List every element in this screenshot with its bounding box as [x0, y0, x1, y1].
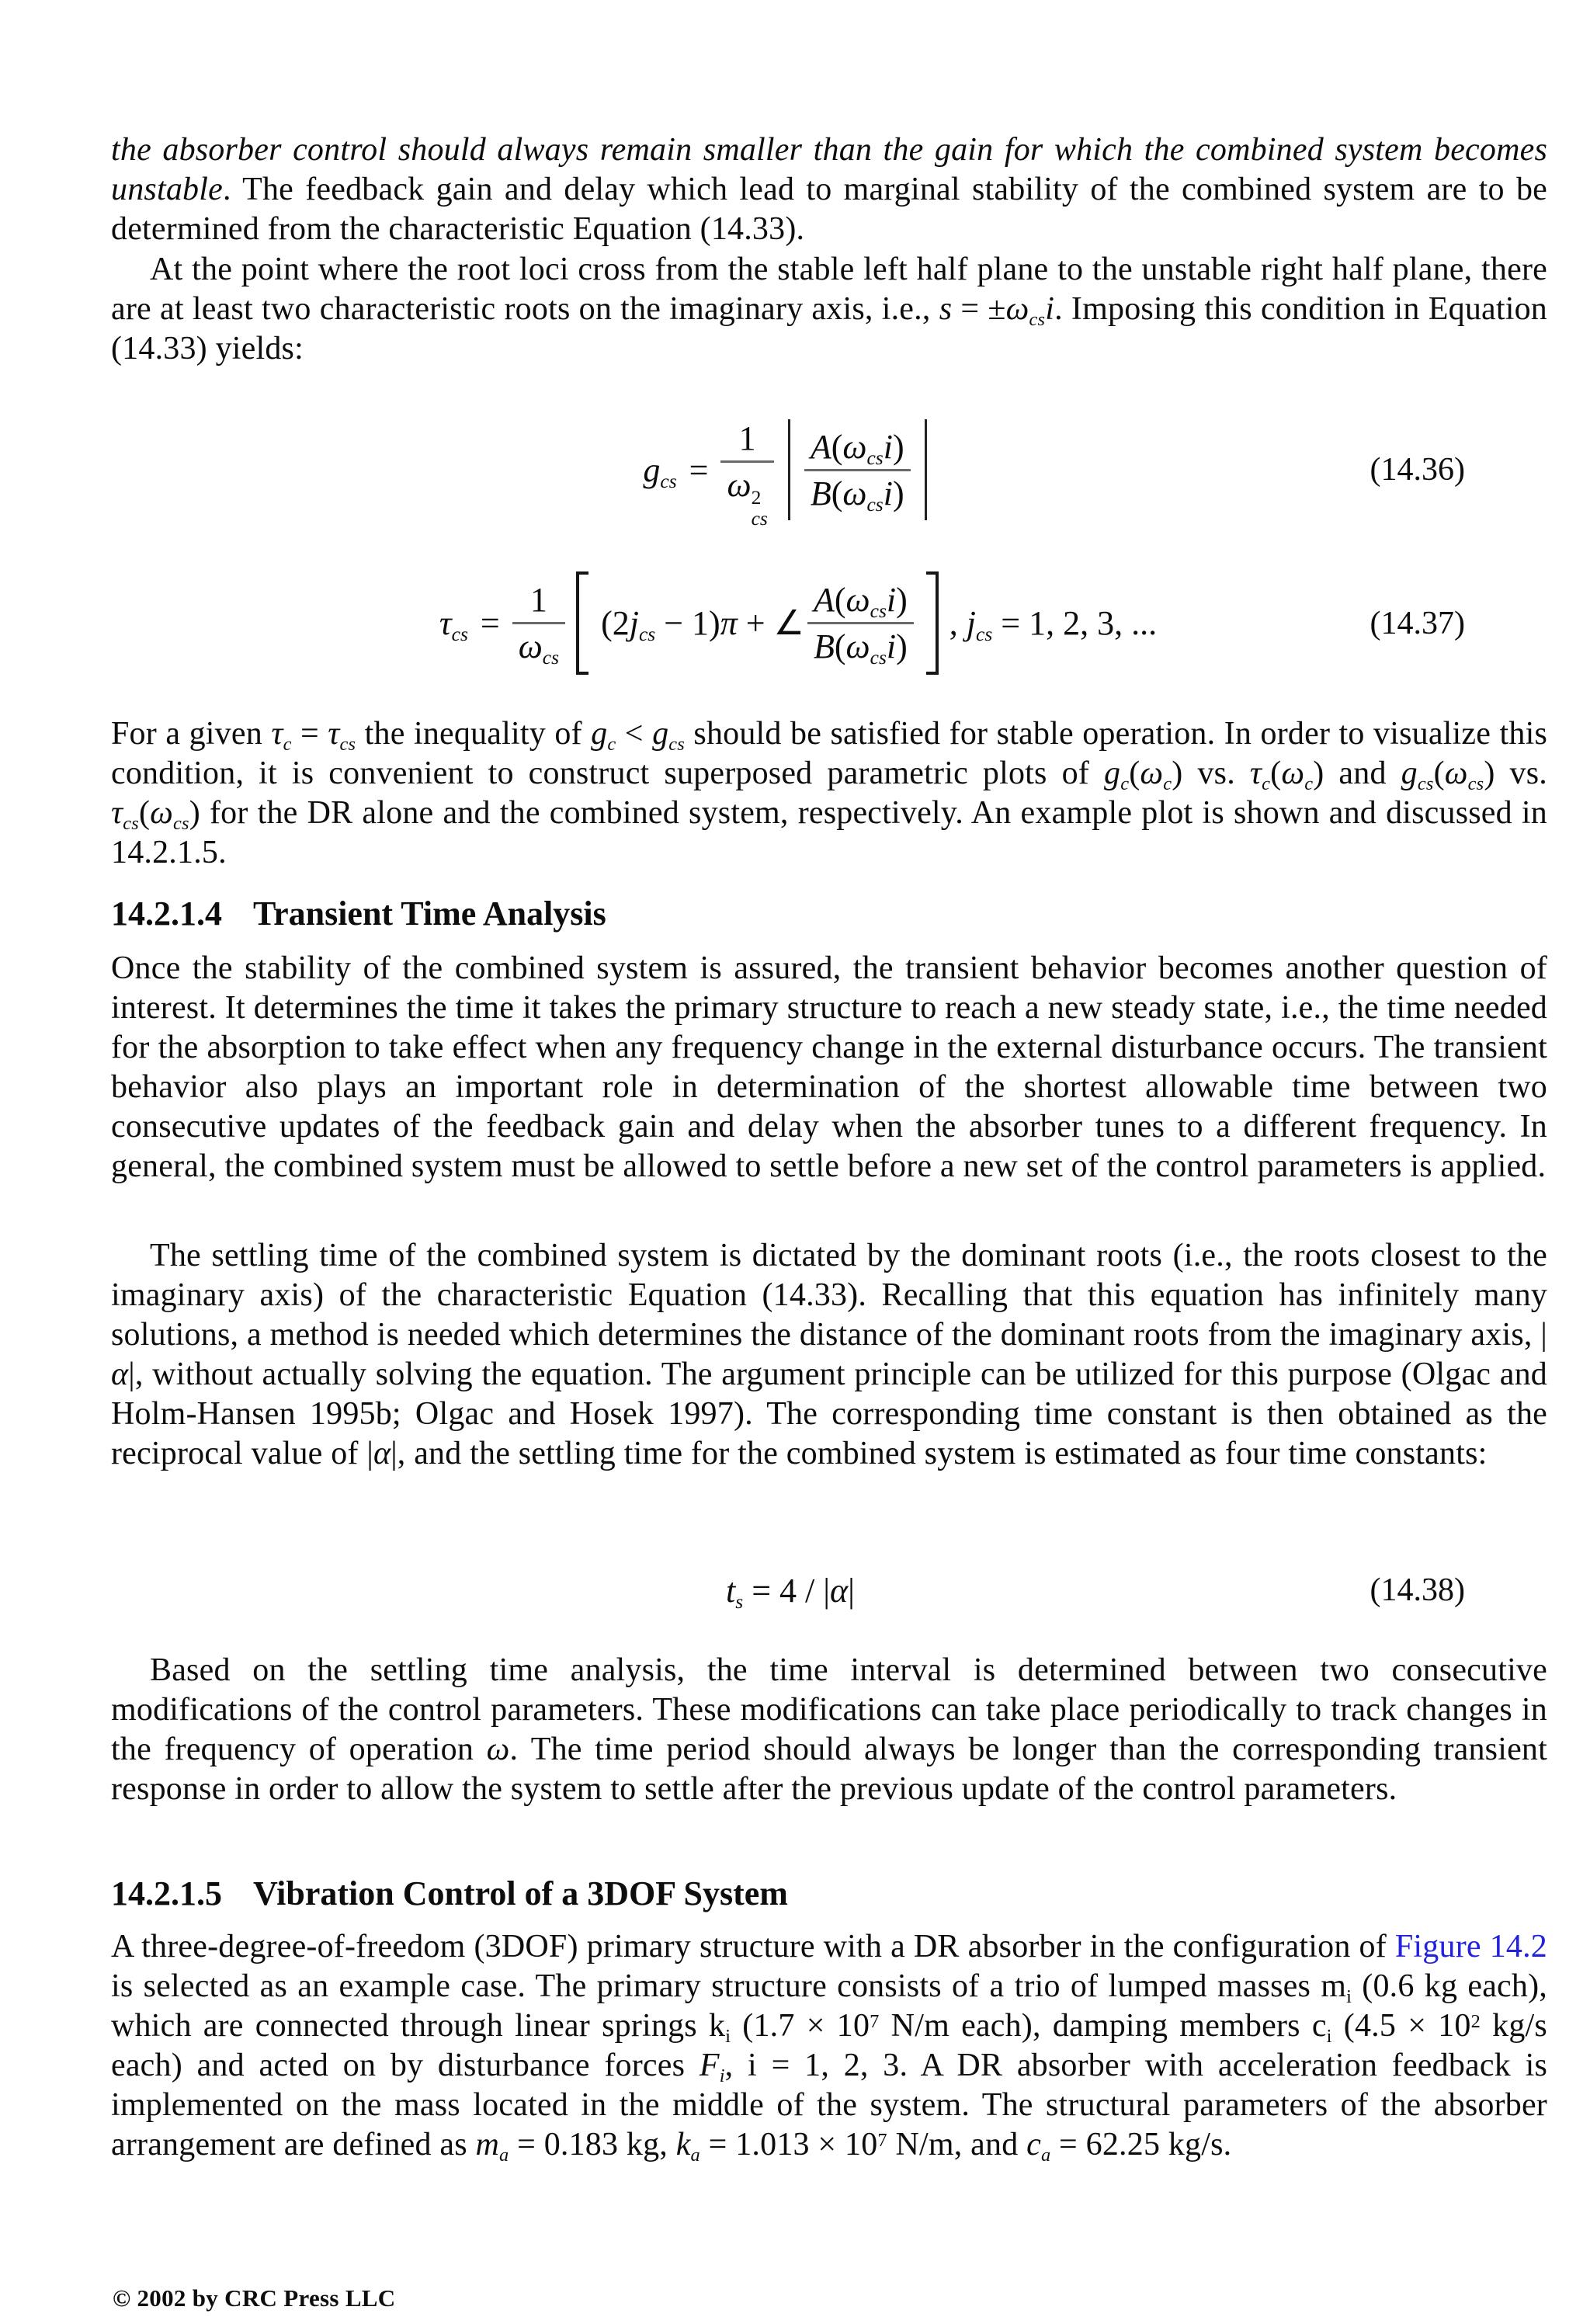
lhs-g-cs: $g_{cs}$ [643, 450, 677, 492]
paragraph-stability-condition: For a given $\tau_c = \tau_{cs}$ the inequality of $g_c < g_{cs}$ should be satisfied for stable operation. In order to visualize this condition, it is convenient to construct superposed parametric plots of $g_c(\omega_c)$ vs. $\tau_c(\omega_c)$ and $g_{cs}(\omega_{cs})$ vs. $\tau_{cs}(\omega_{cs})$ for the DR alone and the combined system, respectively. An example plot is shown and discussed in 14.2.1.5. [111, 716, 1547, 870]
paragraph-3dof-example: A three-degree-of-freedom (3DOF) primary structure with a DR absorber in the configuration of Figure 14.2 is selected as an example case. The primary structure consists of a trio of lumped masses $m_i$ (0.6 kg each), which are connected through linear springs $k_i$ ($1.7 \times 10^7$ N/m each), damping members $c_i$ ($4.5 \times 10^2$ kg/s each) and acted on by disturbance forces $F_i$, i = 1, 2, 3. A DR absorber with acceleration feedback is implemented on the mass located in the middle of the system. The structural parameters of the absorber arrangement are defined as $m_a = 0.183$ kg, $k_a = 1.013 \times 10^7$ N/m, and $c_a = 62.25$ kg/s. [111, 1929, 1547, 2166]
paragraph-root-loci: At the point where the root loci cross from the stable left half plane to the unstable right half plane, there are at least two characteristic roots on the imaginary axis, i.e., $s = \pm\omega_{cs}i$. Imposing this condition in Equation (14.33) yields: [111, 252, 1547, 366]
fraction-A-over-B: $\frac{A(\omega_{cs}i)}{B(\omega_{cs}i)}$ [804, 425, 911, 516]
equation-body [643, 416, 929, 530]
abs-bar-left [788, 419, 790, 521]
section-heading-vibration-control-3dof [111, 1874, 788, 1913]
settling-time-formula: $t_s = 4 / |\alpha|$ [726, 1571, 855, 1613]
section-heading-transient-time-analysis [111, 895, 606, 933]
bracket-expression: $(2j_{cs} - 1)\pi$ + ∠ $\frac{A(\omega_{cs}i)}{B(\omega_{cs}i)}$ [599, 571, 915, 675]
left-bracket [576, 571, 588, 675]
equation-14-36 [111, 392, 1547, 547]
section-title: Vibration Control of a 3DOF System [253, 1874, 788, 1912]
section-number: 14.2.1.5 [111, 1874, 222, 1912]
paragraph-time-interval: Based on the settling time analysis, the time interval is determined between two consecutive modifications of the control parameters. These modifications can take place periodically to track changes in the frequency of operation ω. The time period should always be longer than the corresponding transient response in order to allow the system to settle after the previous update of the control parameters. [111, 1652, 1548, 1807]
equals-sign: = [689, 450, 709, 489]
paragraph-settling-time: The settling time of the combined system is dictated by the dominant roots (i.e., the roots closest to the imaginary axis) of the characteristic Equation (14.33). Recalling that this equation has infinitely many solutions, a method is needed which determines the distance of the dominant roots from the imaginary axis, |α|, without actually solving the equation. The argument principle can be utilized for this purpose (Olgac and Holm-Hansen 1995b; Olgac and Hosek 1997). The corresponding time constant is then obtained as the reciprocal value of |α|, and the settling time for the combined system is estimated as four time constants: [111, 1238, 1547, 1471]
right-bracket [926, 571, 939, 675]
copyright-notice: © 2002 by CRC Press LLC [113, 2284, 396, 2312]
equation-body [439, 571, 1157, 675]
fraction-A-over-B: $\frac{A(\omega_{cs}i)}{B(\omega_{cs}i)}$ [807, 578, 914, 669]
equals-sign: = [480, 604, 500, 642]
equation-number: (14.36) [1370, 452, 1465, 488]
paragraph-absorber-control: the absorber control should always remain smaller than the gain for which the combined system becomes unstable. The feedback gain and delay which lead to marginal stability of the combined system are to be determined from the characteristic Equation (14.33). [111, 132, 1547, 247]
paragraph-transient-behavior: Once the stability of the combined system is assured, the transient behavior becomes another question of interest. It determines the time it takes the primary structure to reach a new steady state, i.e., the time needed for the absorption to take effect when any frequency change in the external disturbance occurs. The transient behavior also plays an important role in determination of the shortest allowable time between two consecutive updates of the feedback gain and delay when the absorber tunes to a different frequency. In general, the combined system must be allowed to settle before a new set of the control parameters is applied. [111, 950, 1547, 1184]
equation-14-37 [111, 540, 1547, 707]
section-number: 14.2.1.4 [111, 895, 222, 933]
fraction-one-over-omega: $\frac{1}{\omega_{cs}}$ [512, 578, 565, 669]
page-content [111, 0, 1547, 2324]
equation-14-38 [111, 1562, 1547, 1618]
fraction-one-over-omega-squared: 1 ω 2 cs [720, 416, 773, 524]
section-title: Transient Time Analysis [253, 895, 606, 933]
j-index-condition: , $j_{cs} = 1$, 2, 3, ... [949, 604, 1158, 646]
equation-body [726, 1571, 855, 1613]
lhs-tau-cs: $\tau_{cs}$ [439, 604, 468, 646]
equation-number: (14.37) [1370, 605, 1465, 641]
abs-bar-right [925, 419, 927, 521]
figure-14-2-link[interactable]: Figure 14.2 [1394, 1929, 1547, 1964]
equation-number: (14.38) [1370, 1572, 1465, 1608]
